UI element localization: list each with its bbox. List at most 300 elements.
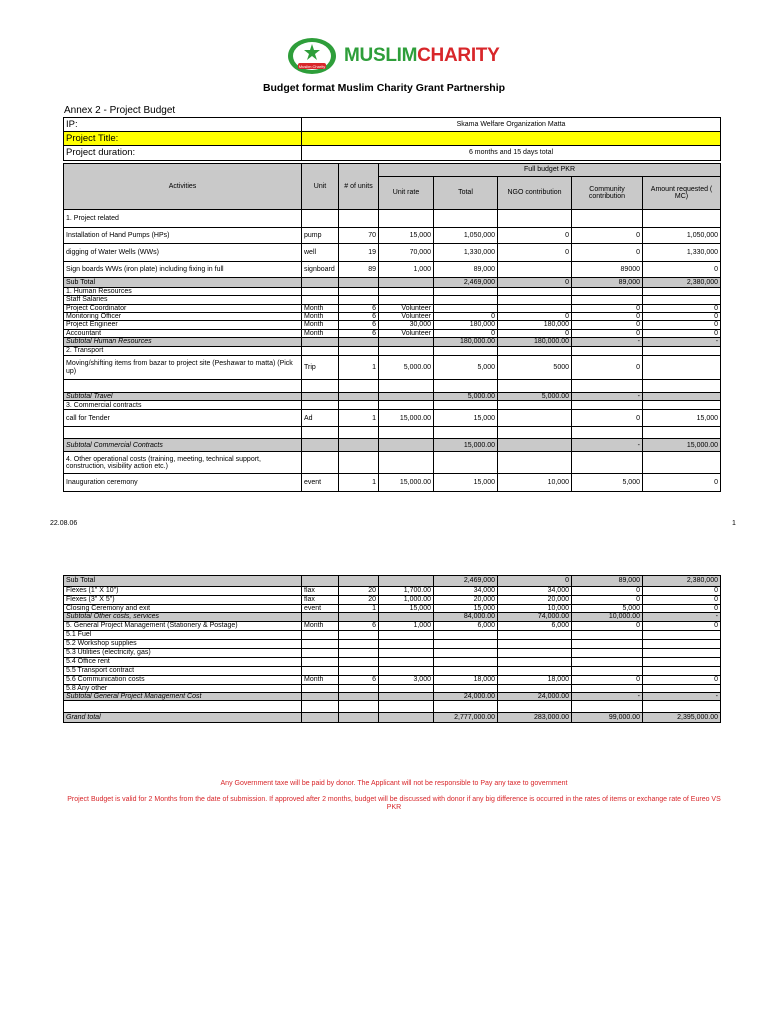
activity-cell: Moving/shifting items from bazar to project site (Peshawar to matta) (Pick up) bbox=[64, 356, 302, 380]
value-cell: 5,000.00 bbox=[498, 393, 572, 401]
value-cell bbox=[379, 427, 434, 439]
value-cell: 0 bbox=[498, 278, 572, 288]
value-cell bbox=[498, 439, 572, 452]
value-cell bbox=[434, 296, 498, 304]
budget-row bbox=[64, 410, 721, 427]
value-cell bbox=[302, 338, 339, 347]
value-cell: pump bbox=[302, 228, 339, 244]
value-cell: - bbox=[643, 338, 721, 347]
budget-row bbox=[64, 401, 721, 410]
value-cell bbox=[339, 427, 379, 439]
value-cell: 24,000.00 bbox=[498, 693, 572, 701]
value-cell bbox=[379, 296, 434, 304]
value-cell bbox=[302, 393, 339, 401]
activity-cell: Installation of Hand Pumps (HPs) bbox=[64, 228, 302, 244]
value-cell: 1 bbox=[339, 474, 379, 492]
value-cell: - bbox=[643, 613, 721, 621]
activity-cell: 5.4 Office rent bbox=[64, 657, 302, 666]
activity-cell: 3. Commercial contracts bbox=[64, 401, 302, 410]
value-cell bbox=[339, 452, 379, 474]
value-cell bbox=[498, 684, 572, 692]
value-cell: 89,000 bbox=[572, 576, 643, 587]
value-cell: 5,000 bbox=[572, 605, 643, 613]
budget-row bbox=[64, 713, 721, 723]
value-cell: 20 bbox=[339, 596, 379, 605]
budget-row bbox=[64, 288, 721, 296]
value-cell bbox=[498, 304, 572, 312]
value-cell bbox=[498, 288, 572, 296]
value-cell: 10,000.00 bbox=[572, 613, 643, 621]
value-cell bbox=[572, 630, 643, 639]
value-cell: 0 bbox=[434, 313, 498, 321]
header-requested: Amount requested ( MC) bbox=[643, 177, 721, 210]
value-cell bbox=[498, 427, 572, 439]
value-cell: well bbox=[302, 244, 339, 262]
value-cell: 0 bbox=[643, 313, 721, 321]
value-cell bbox=[643, 452, 721, 474]
value-cell: 15,000 bbox=[434, 410, 498, 427]
value-cell bbox=[302, 576, 339, 587]
activity-cell bbox=[64, 380, 302, 393]
budget-row bbox=[64, 639, 721, 648]
value-cell: 5,000.00 bbox=[379, 356, 434, 380]
budget-row bbox=[64, 474, 721, 492]
value-cell bbox=[572, 427, 643, 439]
value-cell: 10,000 bbox=[498, 474, 572, 492]
value-cell: 15,000.00 bbox=[379, 410, 434, 427]
footer-page-number: 1 bbox=[732, 520, 736, 527]
value-cell bbox=[572, 210, 643, 228]
value-cell bbox=[339, 693, 379, 701]
value-cell bbox=[572, 288, 643, 296]
value-cell: 15,000.00 bbox=[643, 439, 721, 452]
value-cell: 20 bbox=[339, 587, 379, 596]
value-cell: event bbox=[302, 605, 339, 613]
value-cell: 2,380,000 bbox=[643, 576, 721, 587]
ip-label: IP: bbox=[64, 118, 302, 132]
value-cell bbox=[302, 210, 339, 228]
value-cell bbox=[434, 639, 498, 648]
value-cell: 180,000.00 bbox=[434, 338, 498, 347]
value-cell bbox=[302, 666, 339, 675]
activity-cell: 5. General Project Management (Stationery & Postage) bbox=[64, 621, 302, 630]
value-cell bbox=[339, 278, 379, 288]
value-cell bbox=[643, 666, 721, 675]
value-cell: 10,000 bbox=[498, 605, 572, 613]
value-cell: 0 bbox=[643, 262, 721, 278]
activity-cell bbox=[64, 701, 302, 713]
value-cell bbox=[379, 657, 434, 666]
value-cell bbox=[572, 296, 643, 304]
value-cell bbox=[643, 657, 721, 666]
value-cell bbox=[572, 401, 643, 410]
value-cell bbox=[302, 630, 339, 639]
value-cell bbox=[572, 648, 643, 657]
value-cell: 1,050,000 bbox=[643, 228, 721, 244]
value-cell: 2,469,000 bbox=[434, 576, 498, 587]
value-cell: 1,000 bbox=[379, 262, 434, 278]
activity-cell: 1. Human Resources bbox=[64, 288, 302, 296]
budget-row bbox=[64, 576, 721, 587]
activity-cell: 2. Transport bbox=[64, 347, 302, 356]
value-cell bbox=[339, 630, 379, 639]
value-cell bbox=[339, 613, 379, 621]
activity-cell: Flexes (3" X 5") bbox=[64, 596, 302, 605]
budget-row bbox=[64, 630, 721, 639]
activity-cell: 5.8 Any other bbox=[64, 684, 302, 692]
budget-row bbox=[64, 693, 721, 701]
value-cell bbox=[572, 380, 643, 393]
value-cell: 6 bbox=[339, 675, 379, 684]
value-cell bbox=[643, 210, 721, 228]
value-cell bbox=[434, 288, 498, 296]
ip-value: Skama Welfare Organization Matta bbox=[302, 118, 721, 132]
value-cell: Month bbox=[302, 621, 339, 630]
value-cell bbox=[643, 296, 721, 304]
header-ngo: NGO contribution bbox=[498, 177, 572, 210]
value-cell bbox=[379, 576, 434, 587]
value-cell bbox=[339, 648, 379, 657]
value-cell bbox=[572, 684, 643, 692]
value-cell: 0 bbox=[643, 621, 721, 630]
value-cell: 2,380,000 bbox=[643, 278, 721, 288]
validity-note: Project Budget is valid for 2 Months from the date of submission. If approved after 2 months, budget will be discussed with donor if any big difference is occurred in the rates of items or exchange rate of Eureo VS PKR bbox=[67, 796, 721, 812]
value-cell: 0 bbox=[498, 313, 572, 321]
value-cell: 20,000 bbox=[434, 596, 498, 605]
value-cell: Month bbox=[302, 675, 339, 684]
value-cell bbox=[434, 427, 498, 439]
activity-cell: 5.1 Fuel bbox=[64, 630, 302, 639]
budget-row bbox=[64, 675, 721, 684]
value-cell bbox=[339, 380, 379, 393]
duration-value: 6 months and 15 days total bbox=[302, 146, 721, 161]
value-cell: 99,000.00 bbox=[572, 713, 643, 723]
value-cell: 0 bbox=[643, 304, 721, 312]
value-cell: 0 bbox=[643, 587, 721, 596]
value-cell bbox=[379, 338, 434, 347]
value-cell: 0 bbox=[572, 304, 643, 312]
emblem-icon bbox=[286, 36, 338, 76]
value-cell: 0 bbox=[572, 321, 643, 329]
activity-cell: 5.6 Communication costs bbox=[64, 675, 302, 684]
value-cell: 70,000 bbox=[379, 244, 434, 262]
activity-cell: 5.2 Workshop supplies bbox=[64, 639, 302, 648]
value-cell bbox=[643, 288, 721, 296]
value-cell bbox=[302, 713, 339, 723]
value-cell: 0 bbox=[643, 596, 721, 605]
value-cell bbox=[643, 639, 721, 648]
activity-cell: Sign boards WWs (iron plate) including fixing in full bbox=[64, 262, 302, 278]
activity-cell: Subtotal Other costs, services bbox=[64, 613, 302, 621]
value-cell bbox=[643, 648, 721, 657]
value-cell: 30,000 bbox=[379, 321, 434, 329]
value-cell: 70 bbox=[339, 228, 379, 244]
value-cell: Volunteer bbox=[379, 304, 434, 312]
value-cell: 15,000 bbox=[434, 605, 498, 613]
value-cell: 6,000 bbox=[498, 621, 572, 630]
value-cell: Ad bbox=[302, 410, 339, 427]
value-cell: 0 bbox=[643, 329, 721, 337]
value-cell bbox=[498, 452, 572, 474]
header-total: Total bbox=[434, 177, 498, 210]
value-cell: 0 bbox=[572, 228, 643, 244]
value-cell: 89 bbox=[339, 262, 379, 278]
value-cell bbox=[572, 347, 643, 356]
budget-row bbox=[64, 356, 721, 380]
value-cell bbox=[339, 338, 379, 347]
value-cell: 15,000.00 bbox=[434, 439, 498, 452]
activity-cell: call for Tender bbox=[64, 410, 302, 427]
value-cell bbox=[498, 401, 572, 410]
value-cell: - bbox=[572, 338, 643, 347]
header-num-units: # of units bbox=[339, 164, 379, 210]
value-cell: 6 bbox=[339, 304, 379, 312]
value-cell bbox=[434, 304, 498, 312]
value-cell bbox=[498, 410, 572, 427]
header-activities: Activities bbox=[64, 164, 302, 210]
value-cell: 15,000.00 bbox=[379, 474, 434, 492]
value-cell: 1,000.00 bbox=[379, 596, 434, 605]
value-cell bbox=[302, 278, 339, 288]
value-cell bbox=[379, 630, 434, 639]
value-cell bbox=[643, 701, 721, 713]
footer-date: 22.08.06 bbox=[50, 520, 78, 527]
value-cell: - bbox=[572, 439, 643, 452]
value-cell bbox=[498, 347, 572, 356]
value-cell: 89,000 bbox=[572, 278, 643, 288]
activity-cell: digging of Water Wells (WWs) bbox=[64, 244, 302, 262]
budget-row bbox=[64, 347, 721, 356]
value-cell bbox=[643, 684, 721, 692]
value-cell bbox=[302, 452, 339, 474]
budget-row bbox=[64, 380, 721, 393]
value-cell bbox=[379, 452, 434, 474]
value-cell bbox=[302, 296, 339, 304]
value-cell: 0 bbox=[498, 228, 572, 244]
value-cell: event bbox=[302, 474, 339, 492]
value-cell bbox=[643, 401, 721, 410]
value-cell: 0 bbox=[572, 356, 643, 380]
activity-cell: Subtotal Human Resources bbox=[64, 338, 302, 347]
value-cell bbox=[379, 701, 434, 713]
activity-cell: Staff Salaries bbox=[64, 296, 302, 304]
budget-row bbox=[64, 278, 721, 288]
value-cell bbox=[498, 701, 572, 713]
budget-row bbox=[64, 621, 721, 630]
duration-label: Project duration: bbox=[64, 146, 302, 161]
value-cell bbox=[434, 401, 498, 410]
activity-cell: Subtotal Commercial Contracts bbox=[64, 439, 302, 452]
value-cell: 0 bbox=[572, 621, 643, 630]
value-cell bbox=[643, 393, 721, 401]
value-cell bbox=[572, 639, 643, 648]
budget-row bbox=[64, 613, 721, 621]
value-cell bbox=[643, 630, 721, 639]
value-cell: 0 bbox=[434, 329, 498, 337]
value-cell: 74,000.00 bbox=[498, 613, 572, 621]
value-cell bbox=[339, 576, 379, 587]
budget-row bbox=[64, 338, 721, 347]
value-cell bbox=[339, 701, 379, 713]
logo-text: MUSLIMCHARITY bbox=[344, 45, 500, 66]
value-cell bbox=[434, 380, 498, 393]
value-cell: Month bbox=[302, 313, 339, 321]
value-cell bbox=[643, 347, 721, 356]
header-unit: Unit bbox=[302, 164, 339, 210]
value-cell bbox=[339, 639, 379, 648]
value-cell: 5,000 bbox=[434, 356, 498, 380]
value-cell bbox=[379, 684, 434, 692]
value-cell bbox=[498, 666, 572, 675]
value-cell bbox=[302, 657, 339, 666]
budget-row bbox=[64, 304, 721, 312]
activity-cell: Inauguration ceremony bbox=[64, 474, 302, 492]
activity-cell: Sub Total bbox=[64, 576, 302, 587]
budget-row bbox=[64, 684, 721, 692]
value-cell: 0 bbox=[643, 474, 721, 492]
value-cell bbox=[302, 380, 339, 393]
activity-cell: Grand total bbox=[64, 713, 302, 723]
value-cell: 1,050,000 bbox=[434, 228, 498, 244]
budget-row bbox=[64, 228, 721, 244]
value-cell: flax bbox=[302, 596, 339, 605]
activity-cell: Sub Total bbox=[64, 278, 302, 288]
value-cell bbox=[379, 393, 434, 401]
value-cell: 89000 bbox=[572, 262, 643, 278]
value-cell bbox=[302, 684, 339, 692]
value-cell: 84,000.00 bbox=[434, 613, 498, 621]
value-cell: 0 bbox=[498, 576, 572, 587]
activity-cell bbox=[64, 427, 302, 439]
header-community: Community contribution bbox=[572, 177, 643, 210]
value-cell bbox=[339, 288, 379, 296]
value-cell bbox=[379, 648, 434, 657]
activity-cell: 5.3 Utilities (electricity, gas) bbox=[64, 648, 302, 657]
value-cell bbox=[302, 288, 339, 296]
budget-row bbox=[64, 427, 721, 439]
value-cell bbox=[643, 427, 721, 439]
budget-row bbox=[64, 296, 721, 304]
value-cell: 0 bbox=[572, 244, 643, 262]
value-cell bbox=[379, 401, 434, 410]
value-cell: 5000 bbox=[498, 356, 572, 380]
value-cell: 15,000 bbox=[379, 228, 434, 244]
budget-row bbox=[64, 313, 721, 321]
value-cell: 6 bbox=[339, 321, 379, 329]
value-cell: 180,000 bbox=[498, 321, 572, 329]
value-cell: 3,000 bbox=[379, 675, 434, 684]
value-cell: 180,000 bbox=[434, 321, 498, 329]
value-cell: 6 bbox=[339, 621, 379, 630]
header-unit-rate: Unit rate bbox=[379, 177, 434, 210]
value-cell bbox=[498, 210, 572, 228]
value-cell: 20,000 bbox=[498, 596, 572, 605]
value-cell: 5,000.00 bbox=[434, 393, 498, 401]
value-cell: 6 bbox=[339, 329, 379, 337]
value-cell: 1,000 bbox=[379, 621, 434, 630]
value-cell: Volunteer bbox=[379, 313, 434, 321]
value-cell: Trip bbox=[302, 356, 339, 380]
value-cell bbox=[339, 684, 379, 692]
value-cell: 1 bbox=[339, 605, 379, 613]
value-cell: - bbox=[572, 393, 643, 401]
project-title-value bbox=[302, 132, 721, 146]
value-cell bbox=[379, 613, 434, 621]
value-cell bbox=[498, 648, 572, 657]
value-cell: 18,000 bbox=[498, 675, 572, 684]
value-cell: 0 bbox=[572, 410, 643, 427]
value-cell: 2,469,000 bbox=[434, 278, 498, 288]
value-cell: 18,000 bbox=[434, 675, 498, 684]
value-cell bbox=[379, 347, 434, 356]
value-cell bbox=[643, 380, 721, 393]
value-cell bbox=[339, 296, 379, 304]
budget-row bbox=[64, 439, 721, 452]
value-cell: signboard bbox=[302, 262, 339, 278]
value-cell bbox=[379, 278, 434, 288]
value-cell bbox=[379, 288, 434, 296]
activity-cell: Flexes (1" X 10") bbox=[64, 587, 302, 596]
value-cell: 24,000.00 bbox=[434, 693, 498, 701]
budget-row bbox=[64, 666, 721, 675]
value-cell bbox=[339, 210, 379, 228]
value-cell: 5,000 bbox=[572, 474, 643, 492]
value-cell: 1 bbox=[339, 410, 379, 427]
value-cell bbox=[339, 347, 379, 356]
budget-row bbox=[64, 321, 721, 329]
value-cell: flax bbox=[302, 587, 339, 596]
value-cell: 1,330,000 bbox=[643, 244, 721, 262]
value-cell: 0 bbox=[572, 313, 643, 321]
value-cell: 15,000 bbox=[379, 605, 434, 613]
value-cell: 1,700.00 bbox=[379, 587, 434, 596]
value-cell bbox=[339, 666, 379, 675]
tax-note: Any Government taxe will be paid by donor. The Applicant will not be responsible to Pay any taxe to government bbox=[220, 780, 568, 787]
value-cell: 34,000 bbox=[434, 587, 498, 596]
value-cell bbox=[302, 613, 339, 621]
value-cell: 0 bbox=[643, 321, 721, 329]
budget-row bbox=[64, 657, 721, 666]
activity-cell: Monitoring Officer bbox=[64, 313, 302, 321]
activity-cell: Project Engineer bbox=[64, 321, 302, 329]
header-full-budget: Full budget PKR bbox=[379, 164, 721, 177]
activity-cell: Accountant bbox=[64, 329, 302, 337]
value-cell bbox=[572, 701, 643, 713]
value-cell bbox=[339, 439, 379, 452]
value-cell bbox=[498, 630, 572, 639]
value-cell bbox=[302, 347, 339, 356]
budget-row bbox=[64, 393, 721, 401]
value-cell bbox=[339, 713, 379, 723]
value-cell bbox=[379, 439, 434, 452]
muslim-charity-logo bbox=[286, 36, 499, 76]
activity-cell: Closing Ceremony and exit bbox=[64, 605, 302, 613]
value-cell bbox=[379, 210, 434, 228]
value-cell bbox=[643, 356, 721, 380]
value-cell bbox=[434, 657, 498, 666]
value-cell bbox=[302, 439, 339, 452]
emblem-label: Muslim Charity bbox=[298, 64, 326, 69]
value-cell: 180,000.00 bbox=[498, 338, 572, 347]
value-cell: 2,777,000.00 bbox=[434, 713, 498, 723]
value-cell: 0 bbox=[572, 587, 643, 596]
value-cell: Month bbox=[302, 329, 339, 337]
value-cell: 0 bbox=[643, 605, 721, 613]
value-cell: - bbox=[643, 693, 721, 701]
budget-table-page1 bbox=[63, 163, 721, 492]
value-cell: Volunteer bbox=[379, 329, 434, 337]
value-cell bbox=[379, 639, 434, 648]
